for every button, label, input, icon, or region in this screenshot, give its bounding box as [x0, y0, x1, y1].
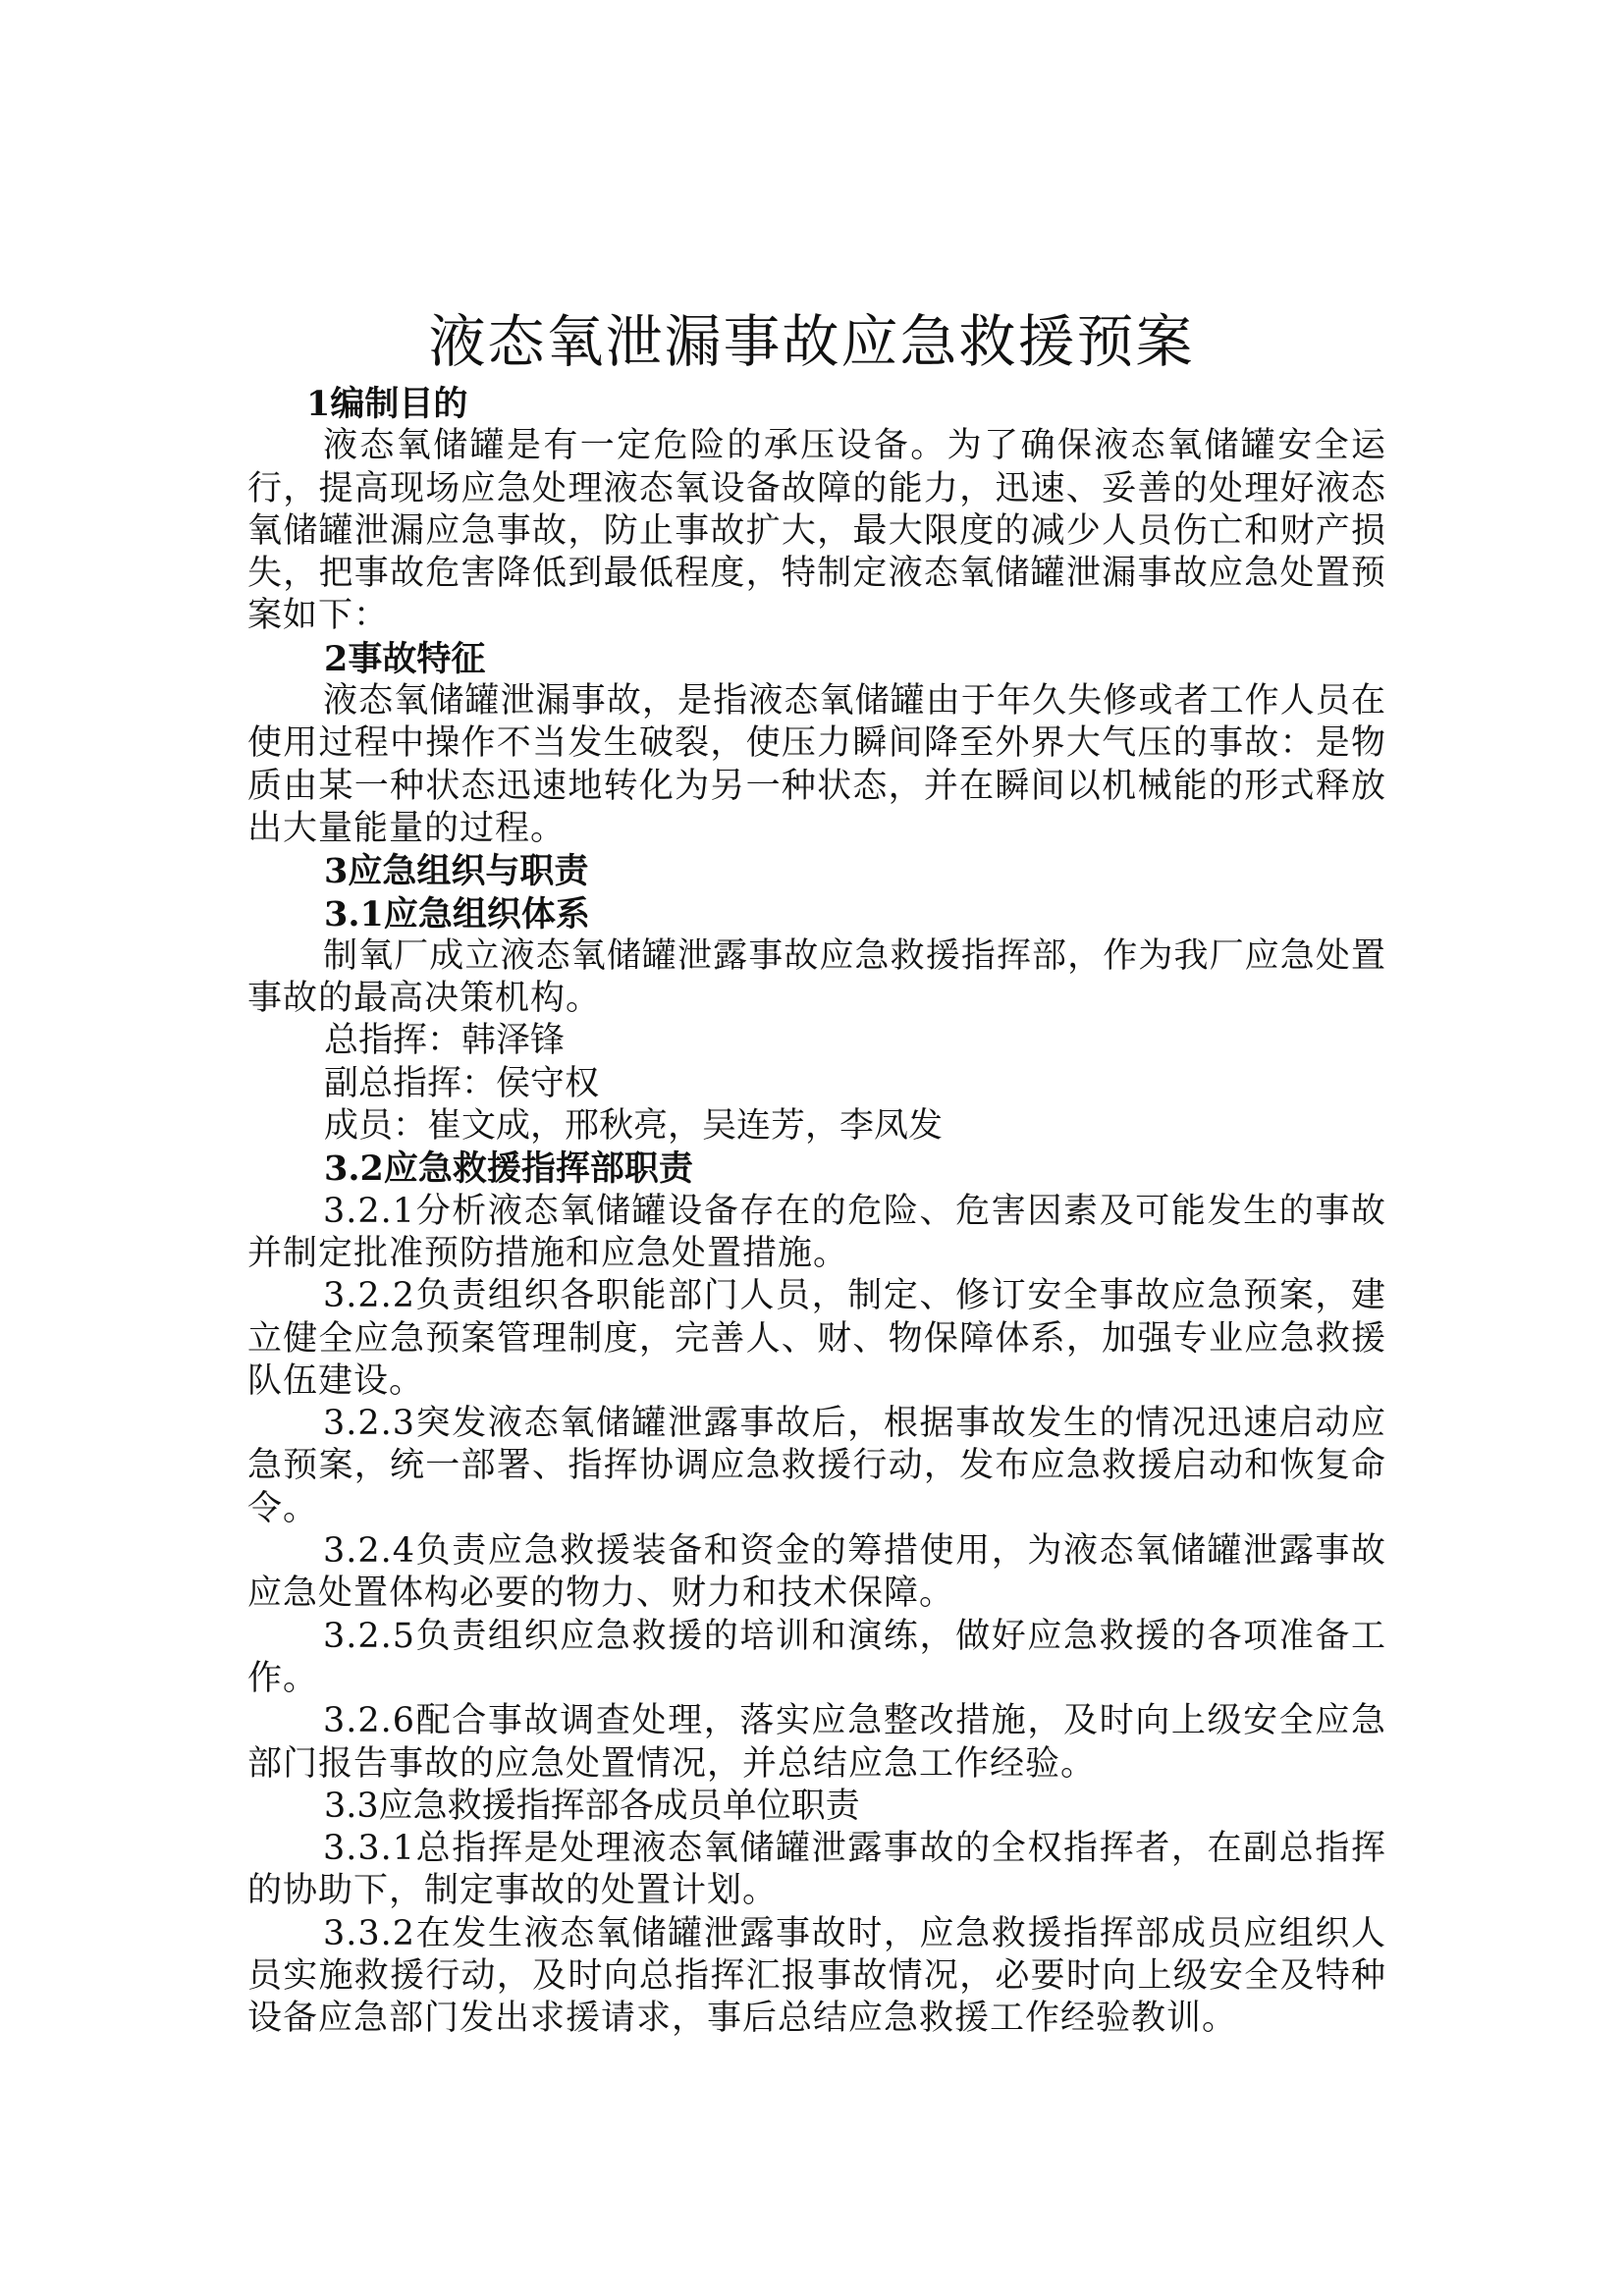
section-heading-3-1: 3.1应急组织体系 [324, 893, 590, 934]
document-title: 液态氧泄漏事故应急救援预案 [428, 308, 1195, 375]
section-heading-2: 2事故特征 [324, 638, 486, 679]
duty-3-3-2: 3.3.2在发生液态氧储罐泄露事故时，应急救援指挥部成员应组织人员实施救援行动，及时向总指挥汇报事故情况，必要时向上级安全及特种设备应急部门发出求援请求，事后总结应急救援工作经验教训。 [247, 1913, 1386, 2039]
section-heading-3: 3应急组织与职责 [324, 851, 589, 892]
document-body [247, 383, 1386, 2041]
duty-3-2-1: 3.2.1分析液态氧储罐设备存在的危险、危害因素及可能发生的事故并制定批准预防措施和应急处置措施。 [247, 1191, 1386, 1273]
duty-3-2-4: 3.2.4负责应急救援装备和资金的筹措使用，为液态氧储罐泄露事故应急处置体构必要的物力、财力和技术保障。 [247, 1531, 1386, 1614]
section-heading-1: 1编制目的 [306, 384, 468, 424]
duty-3-2-5: 3.2.5负责组织应急救援的培训和演练，做好应急救援的各项准备工作。 [247, 1616, 1386, 1698]
members-line: 成员：崔文成，邢秋亮，吴连芳，李凤发 [324, 1106, 944, 1147]
duty-3-2-6: 3.2.6配合事故调查处理，落实应急整改措施，及时向上级安全应急部门报告事故的应急处置情况，并总结应急工作经验。 [247, 1701, 1386, 1784]
paragraph-purpose: 液态氧储罐是有一定危险的承压设备。为了确保液态氧储罐安全运行，提高现场应急处理液态氧设备故障的能力，迅速、妥善的处理好液态氧储罐泄漏应急事故，防止事故扩大，最大限度的减少人员伤亡和财产损失，把事故危害降低到最低程度，特制定液态氧储罐泄漏事故应急处置预案如下： [247, 426, 1386, 636]
deputy-commander-line: 副总指挥：侯守权 [324, 1063, 600, 1103]
section-heading-3-2: 3.2应急救援指挥部职责 [324, 1148, 693, 1190]
duty-3-3-1: 3.3.1总指挥是处理液态氧储罐泄露事故的全权指挥者，在副总指挥的协助下，制定事故的处置计划。 [247, 1829, 1386, 1911]
commander-line: 总指挥：韩泽锋 [324, 1021, 566, 1061]
duty-3-2-2: 3.2.2负责组织各职能部门人员，制定、修订安全事故应急预案，建立健全应急预案管理制度，完善人、财、物保障体系，加强专业应急救援队伍建设。 [247, 1276, 1386, 1401]
duty-3-2-3: 3.2.3突发液态氧储罐泄露事故后，根据事故发生的情况迅速启动应急预案，统一部署、指挥协调应急救援行动，发布应急救援启动和恢复命令。 [247, 1404, 1386, 1528]
paragraph-organization: 制氧厂成立液态氧储罐泄露事故应急救援指挥部，作为我厂应急处置事故的最高决策机构。 [247, 935, 1386, 1019]
paragraph-characteristics: 液态氧储罐泄漏事故，是指液态氧储罐由于年久失修或者工作人员在使用过程中操作不当发生破裂，使压力瞬间降至外界大气压的事故：是物质由某一种状态迅速地转化为另一种状态，并在瞬间以机械能的形式释放出大量能量的过程。 [247, 681, 1386, 848]
section-heading-3-3: 3.3应急救援指挥部各成员单位职责 [324, 1786, 860, 1826]
